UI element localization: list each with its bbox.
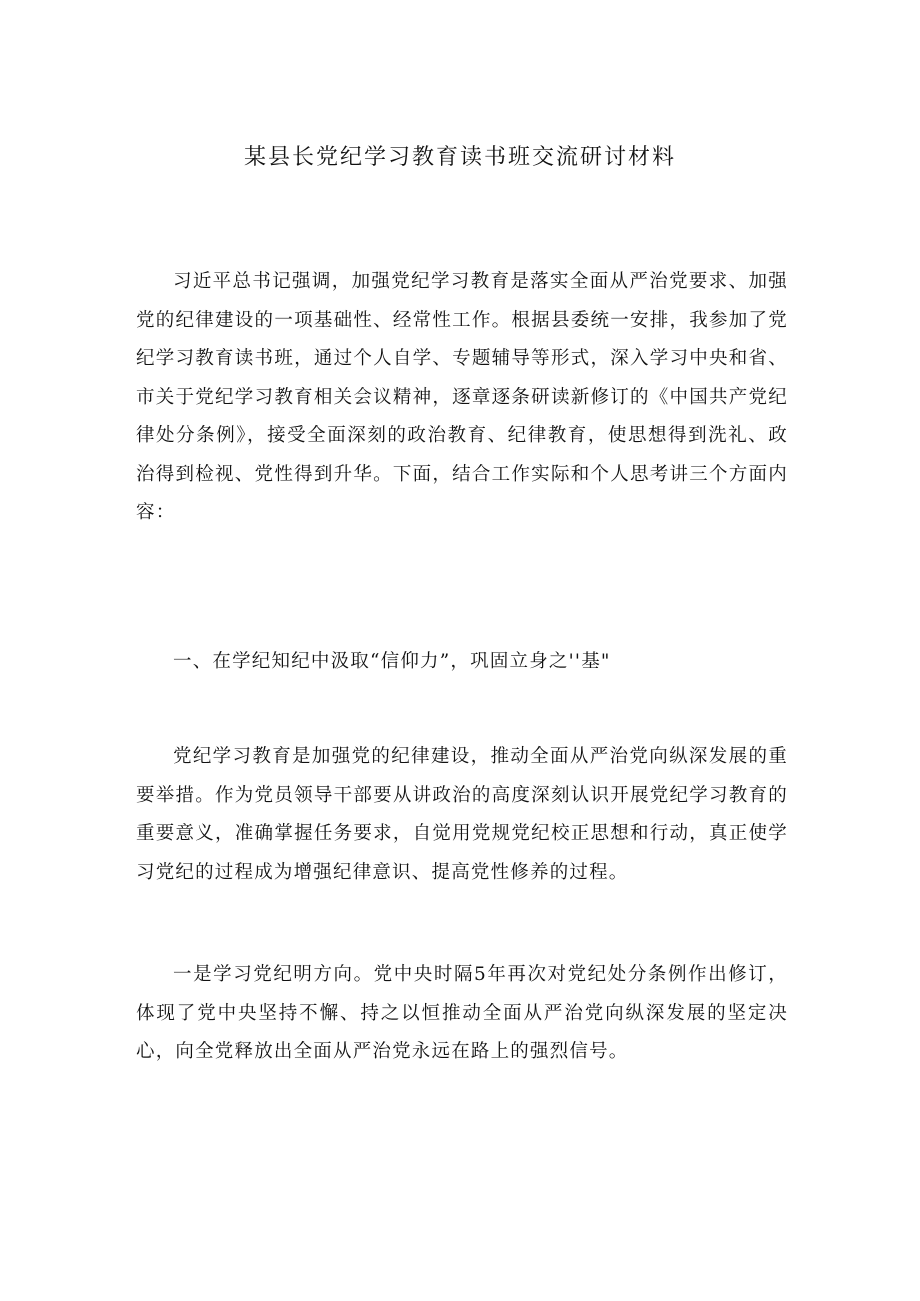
point-1-paragraph: 一是学习党纪明方向。党中央时隔5年再次对党纪处分条例作出修订，体现了党中央坚持不懈、持之以恒推动全面从严治党向纵深发展的坚定决心，向全党释放出全面从严治党永远在路上的强烈信号。 bbox=[136, 964, 788, 1062]
document-title: 某县长党纪学习教育读书班交流研讨材料 bbox=[243, 145, 676, 170]
intro-paragraph: 习近平总书记强调，加强党纪学习教育是落实全面从严治党要求、加强党的纪律建设的一项基础性、经常性工作。根据县委统一安排，我参加了党纪学习教育读书班，通过个人自学、专题辅导等形式，深入学习中央和省、市关于党纪学习教育相关会议精神，逐章逐条研读新修订的《中国共产党纪律处分条例》，接受全面深刻的政治教育、纪律教育，使思想得到洗礼、政治得到检视、党性得到升华。下面，结合工作实际和个人思考讲三个方面内容： bbox=[136, 271, 788, 523]
section-heading-1: 一、在学纪知纪中汲取“信仰力”，巩固立身之''基" bbox=[173, 651, 611, 672]
section-1-paragraph: 党纪学习教育是加强党的纪律建设，推动全面从严治党向纵深发展的重要举措。作为党员领导干部要从讲政治的高度深刻认识开展党纪学习教育的重要意义，准确掌握任务要求，自觉用党规党纪校正思想和行动，真正使学习党纪的过程成为增强纪律意识、提高党性修养的过程。 bbox=[136, 746, 788, 883]
